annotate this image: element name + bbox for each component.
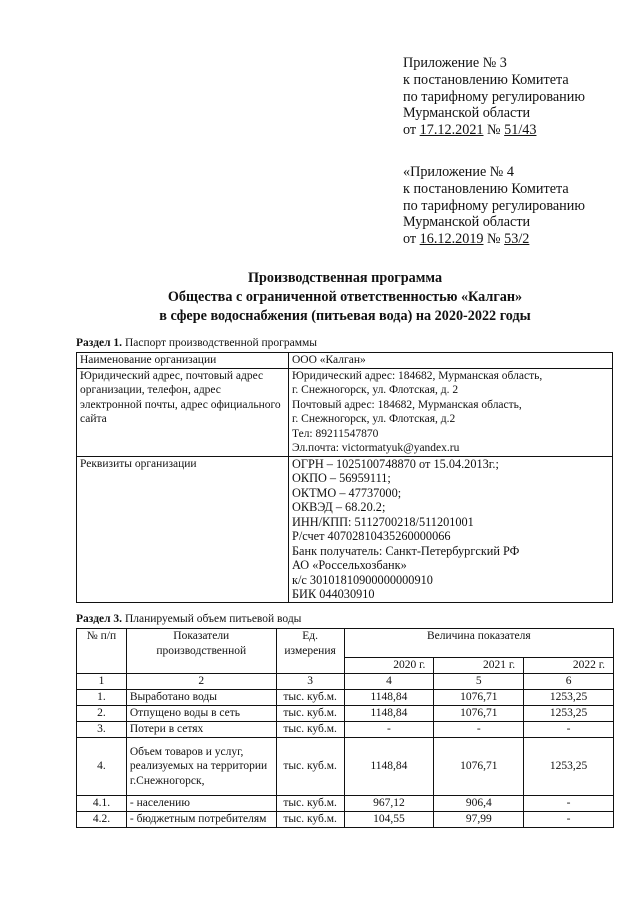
section1-title: Раздел 1. Паспорт производственной программы: [76, 337, 318, 349]
passport-field-value: ООО «Калган»: [289, 353, 613, 369]
appendix-block-original: [403, 164, 623, 248]
appendix-title: «Приложение № 4: [403, 164, 514, 180]
document-title: Производственная программа Общества с ограниченной ответственностью «Калган» в сфере водоснабжения (питьевая вода) на 2020-2022 годы: [159, 270, 531, 324]
header-year: 2022 г.: [524, 658, 614, 674]
table-row: [77, 353, 613, 369]
table-row: [77, 368, 613, 456]
appendix-date-line: от 17.12.2021 № 51/43: [403, 122, 537, 139]
appendix-block-current: [403, 55, 623, 139]
header-year: 2020 г.: [344, 658, 434, 674]
appendix-number: 51/43: [504, 122, 537, 139]
appendix-line: к постановлению Комитета: [403, 71, 569, 88]
volume-table: [76, 628, 614, 828]
table-header-row: [77, 629, 614, 658]
passport-table: [76, 352, 613, 603]
appendix-line: по тарифному регулированию: [403, 197, 585, 214]
table-row: [77, 456, 613, 602]
passport-field-name: Реквизиты организации: [77, 456, 289, 602]
appendix-title: Приложение № 3: [403, 55, 507, 71]
appendix-date-line: от 16.12.2019 № 53/2: [403, 231, 530, 248]
appendix-date: 17.12.2021: [419, 122, 484, 139]
appendix-line: Мурманской области: [403, 105, 531, 122]
appendix-number: 53/2: [504, 231, 530, 248]
appendix-line: Мурманской области: [403, 214, 531, 231]
table-row: 3. Потери в сетях тыс. куб.м. - - -: [77, 722, 614, 738]
passport-field-name: Наименование организации: [77, 353, 289, 369]
header-year: 2021 г.: [434, 658, 524, 674]
header-num: № п/п: [77, 629, 127, 674]
appendix-line: по тарифному регулированию: [403, 88, 585, 105]
header-indicator: Показатели производственной: [126, 629, 276, 674]
appendix-line: к постановлению Комитета: [403, 180, 569, 197]
passport-field-value: Юридический адрес: 184682, Мурманская область, г. Снежногорск, ул. Флотская, д. 2 Почтовый адрес: 184682, Мурманская область, г. Снежногорск, ул. Флотская, д.2 Тел: 89211547870 Эл.почта: victormatyuk@yandex.ru: [289, 368, 613, 456]
table-row: 2. Отпущено воды в сеть тыс. куб.м. 1148,84 1076,71 1253,25: [77, 706, 614, 722]
passport-field-value: ОГРН – 1025100748870 от 15.04.2013г.; ОКПО – 56959111; ОКТМО – 47737000; ОКВЭД – 68.20.2; ИНН/КПП: 5112700218/511201001 Р/счет 40702810435260000066 Банк получатель: Санкт-Петербургский РФ АО «Россельхозбанк» к/с 30101810900000000910 БИК 044030910: [289, 456, 613, 602]
passport-field-name: Юридический адрес, почтовый адрес организации, телефон, адрес электронной почты, адрес официального сайта: [77, 368, 289, 456]
table-column-numbers: 1 2 3 4 5 6: [77, 674, 614, 690]
table-row: 4.1. - населению тыс. куб.м. 967,12 906,4 -: [77, 796, 614, 812]
header-unit: Ед. измерения: [276, 629, 344, 674]
table-row: 4.2. - бюджетным потребителям тыс. куб.м. 104,55 97,99 -: [77, 812, 614, 828]
table-row: 4. Объем товаров и услуг, реализуемых на территории г.Снежногорск, тыс. куб.м. 1148,84 1076,71 1253,25: [77, 738, 614, 796]
appendix-date: 16.12.2019: [419, 231, 484, 248]
table-row: 1. Выработано воды тыс. куб.м. 1148,84 1076,71 1253,25: [77, 690, 614, 706]
section3-title: Раздел 3. Планируемый объем питьевой воды: [76, 613, 302, 625]
header-value: Величина показателя: [344, 629, 613, 658]
